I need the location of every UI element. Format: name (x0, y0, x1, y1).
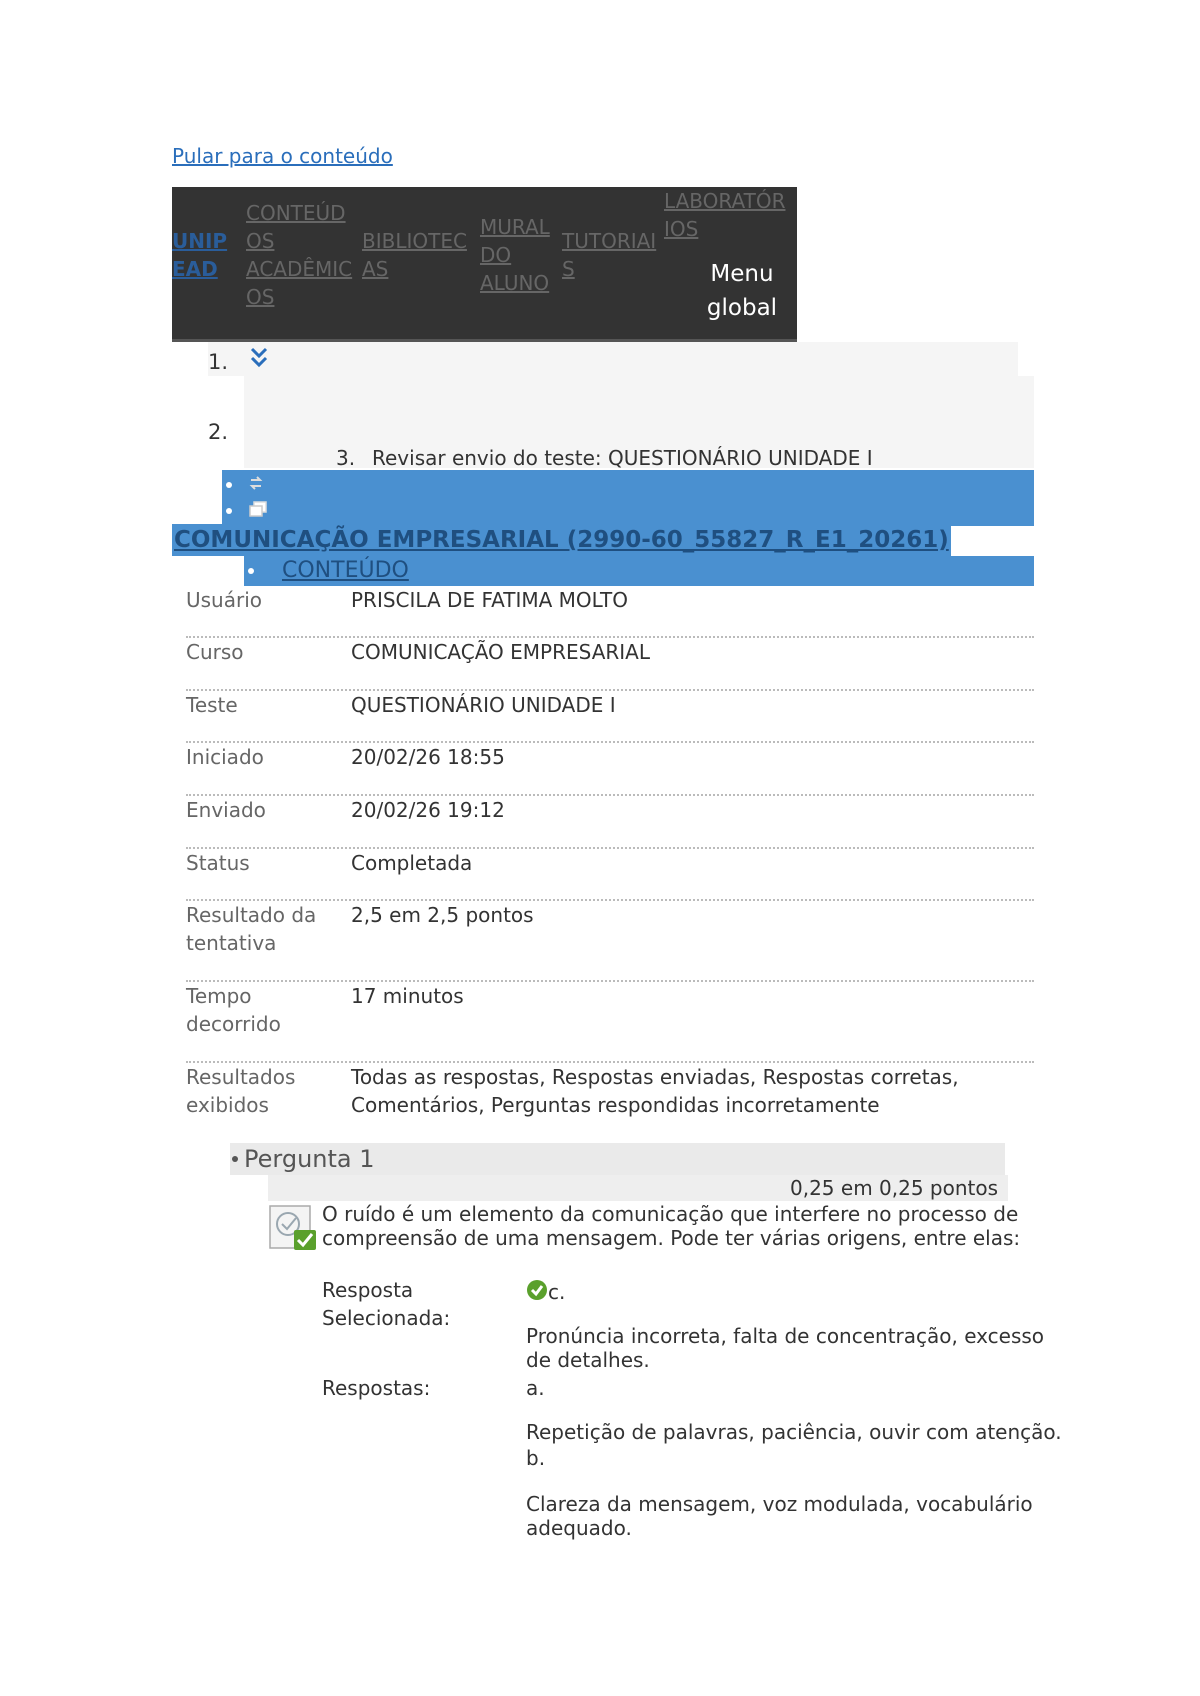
info-value: Todas as respostas, Respostas enviadas, Respostas corretas, Comentários, Perguntas respondidas incorretamente (351, 1065, 959, 1117)
question-header (230, 1143, 1005, 1175)
info-row-enviado (186, 796, 1034, 849)
breadcrumb-number-1: 1. (208, 350, 229, 374)
course-title-link[interactable]: COMUNICAÇÃO EMPRESARIAL (2990-60_55827_R_E1_20261) (172, 524, 951, 556)
menu-global-button[interactable]: Menu global (706, 261, 778, 321)
info-label: Teste (186, 693, 238, 717)
selected-answer-letter: c. (548, 1280, 566, 1304)
check-circle-icon (526, 1279, 548, 1301)
info-row-resultados-exibidos (186, 1063, 1034, 1129)
question-text: O ruído é um elemento da comunicação que interfere no processo de compreensão de uma mensagem. Pode ter várias origens, entre elas: (322, 1202, 1021, 1250)
info-value: 20/02/26 19:12 (351, 798, 505, 822)
info-value: 20/02/26 18:55 (351, 745, 505, 769)
info-label: Usuário (186, 588, 263, 612)
selected-answer-label: Resposta Selecionada: (322, 1278, 451, 1330)
breadcrumb-number-3: 3. (336, 446, 356, 470)
answer-text-b: Clareza da mensagem, voz modulada, vocabulário adequado. (526, 1492, 1033, 1540)
breadcrumb-background (208, 342, 1018, 376)
answer-letter-a: a. (526, 1376, 545, 1400)
answers-label: Respostas: (322, 1376, 431, 1400)
info-label: Status (186, 851, 250, 875)
info-value: PRISCILA DE FATIMA MOLTO (351, 588, 629, 612)
info-row-tempo-decorrido (186, 982, 1034, 1063)
course-menu-conteudo-link[interactable]: CONTEÚDO (282, 558, 409, 583)
nav-item-laboratorios[interactable]: LABORATÓR IOS (664, 189, 786, 241)
refresh-icon[interactable] (248, 474, 264, 492)
new-window-icon[interactable] (248, 500, 268, 518)
info-value: Completada (351, 851, 473, 875)
info-label: Tempo decorrido (186, 984, 281, 1036)
top-navigation-bar (172, 187, 797, 342)
question-title: Pergunta 1 (244, 1145, 375, 1173)
breadcrumb-number-2: 2. (208, 420, 229, 444)
nav-item-conteudos-academicos[interactable]: CONTEÚD OS ACADÊMIC OS (246, 201, 353, 309)
list-bullet (226, 482, 232, 488)
nav-item-bibliotecas[interactable]: BIBLIOTEC AS (362, 229, 467, 281)
info-value: 2,5 em 2,5 pontos (351, 903, 534, 927)
info-row-teste (186, 691, 1034, 743)
info-label: Resultados exibidos (186, 1065, 296, 1117)
info-value: COMUNICAÇÃO EMPRESARIAL (351, 640, 651, 664)
info-row-iniciado (186, 743, 1034, 796)
nav-brand-unip-ead[interactable]: UNIP EAD (172, 229, 228, 281)
breadcrumb-current-page: Revisar envio do teste: QUESTIONÁRIO UNIDADE I (372, 446, 873, 470)
selected-answer-text: Pronúncia incorreta, falta de concentração, excesso de detalhes. (526, 1324, 1045, 1372)
list-bullet (248, 568, 254, 574)
list-bullet (226, 508, 232, 514)
info-label: Curso (186, 640, 244, 664)
correct-answer-icon (268, 1202, 318, 1252)
info-label: Iniciado (186, 745, 264, 769)
skip-to-content-link[interactable]: Pular para o conteúdo (172, 144, 393, 168)
info-value: QUESTIONÁRIO UNIDADE I (351, 693, 616, 717)
info-row-usuario (186, 586, 1034, 638)
info-label: Resultado da tentativa (186, 903, 317, 955)
double-chevron-down-icon[interactable] (248, 346, 270, 370)
nav-item-tutoriais[interactable]: TUTORIAI S (562, 229, 657, 281)
answer-letter-b: b. (526, 1446, 546, 1470)
info-label: Enviado (186, 798, 266, 822)
list-bullet (232, 1156, 238, 1162)
question-points: 0,25 em 0,25 pontos (790, 1176, 999, 1200)
answer-text-a: Repetição de palavras, paciência, ouvir com atenção. (526, 1420, 1062, 1444)
nav-item-mural-do-aluno[interactable]: MURAL DO ALUNO (480, 215, 550, 295)
info-row-curso (186, 638, 1034, 691)
course-tools-bar (222, 470, 1034, 526)
info-value: 17 minutos (351, 984, 464, 1008)
info-row-resultado-da-tentativa (186, 901, 1034, 982)
info-row-status (186, 849, 1034, 901)
